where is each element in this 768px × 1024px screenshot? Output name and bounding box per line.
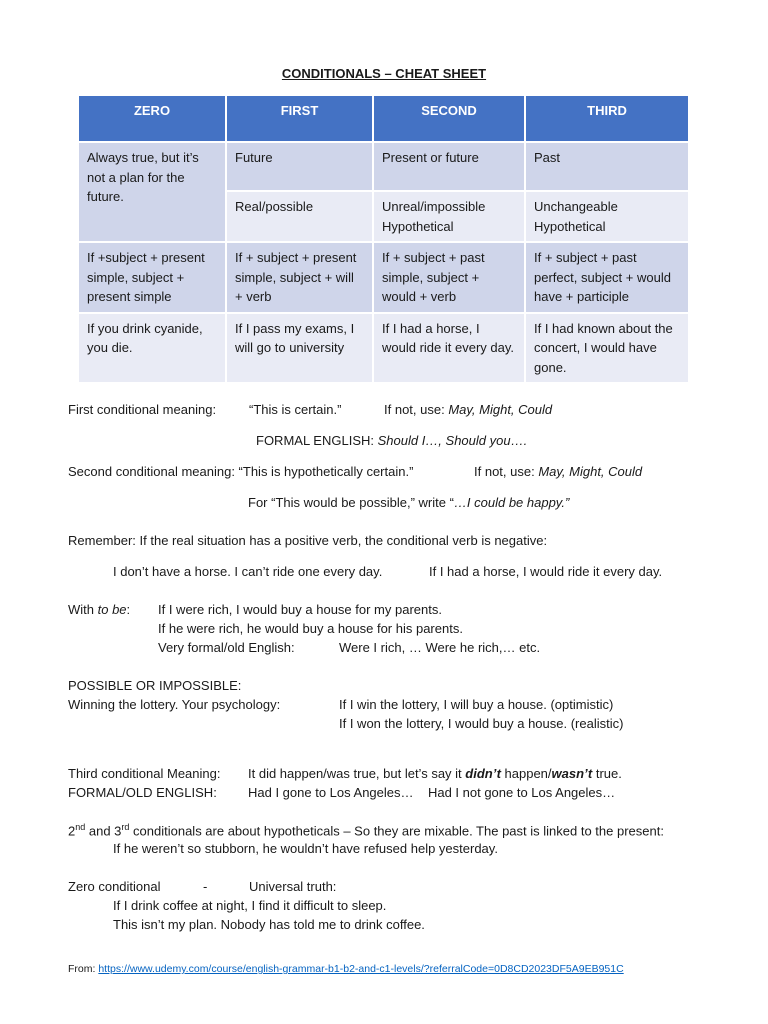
remember-example-2: If I had a horse, I would ride it every day. xyxy=(429,564,663,579)
second-form-cell: If + subject + past simple, subject + would + verb xyxy=(373,242,525,313)
zero-cond-truth: Universal truth: xyxy=(249,879,337,894)
possible-pre: For “This would be possible,” write “ xyxy=(248,495,454,510)
formal-text: Should I…, Should you…. xyxy=(377,433,528,448)
to-be-line-2: If he were rich, he would buy a house for his parents. xyxy=(158,621,463,636)
mixed-sup2: nd xyxy=(75,822,86,832)
zero-cond-dash: - xyxy=(203,879,208,894)
possible-example-1: If I win the lottery, I will buy a house. (optimistic) xyxy=(339,697,614,712)
mixed-example: If he weren’t so stubborn, he wouldn’t have refused help yesterday. xyxy=(113,841,498,856)
modals-text: May, Might, Could xyxy=(448,402,553,417)
zero-cond-label: Zero conditional xyxy=(68,879,161,894)
conditionals-table xyxy=(79,96,688,382)
third-formal-label: FORMAL/OLD ENGLISH: xyxy=(68,785,217,800)
formal-label: FORMAL ENGLISH: xyxy=(256,433,378,448)
zero-form-cell: If +subject + present simple, subject + present simple xyxy=(79,242,226,313)
possible-label: Winning the lottery. Your psychology: xyxy=(68,697,281,712)
mixed-text xyxy=(68,822,664,838)
header-first: FIRST xyxy=(226,96,373,142)
first-form-cell: If + subject + present simple, subject + will + verb xyxy=(226,242,373,313)
first-cond-label: First conditional meaning: xyxy=(68,402,217,417)
first-cond-meaning: “This is certain.” xyxy=(249,402,342,417)
table-row xyxy=(79,313,688,383)
third-reality-cell: Unchangeable Hypothetical xyxy=(525,191,688,242)
zero-example-2: This isn’t my plan. Nobody has told me to drink coffee. xyxy=(113,917,425,932)
mixed-and: and 3 xyxy=(85,823,122,839)
first-cond-ifnot xyxy=(384,402,552,417)
third-m2: didn’t xyxy=(465,766,501,781)
remember-text: Remember: If the real situation has a positive verb, the conditional verb is negative: xyxy=(68,533,548,548)
possible-italic: …I could be happy.” xyxy=(453,495,570,510)
second-cond-ifnot xyxy=(474,464,642,479)
second-example-cell: If I had a horse, I would ride it every day. xyxy=(373,313,525,383)
table-row xyxy=(79,242,688,313)
second-meaning-cell: Present or future xyxy=(373,142,525,191)
possible-example-2: If I won the lottery, I would buy a house. (realistic) xyxy=(339,716,624,731)
mixed-n2: 2 xyxy=(68,823,76,839)
to-be-italic: to be xyxy=(97,602,127,617)
ifnot-text: If not, use: xyxy=(384,402,449,417)
zero-example-1: If I drink coffee at night, I find it difficult to sleep. xyxy=(113,898,387,913)
possible-heading: POSSIBLE OR IMPOSSIBLE: xyxy=(68,678,242,693)
to-be-colon: : xyxy=(126,602,131,617)
table-header-row xyxy=(79,96,688,142)
to-be-pre: With xyxy=(68,602,98,617)
second-cond-label: Second conditional meaning: “This is hypothetically certain.” xyxy=(68,464,414,479)
to-be-formal-label: Very formal/old English: xyxy=(158,640,295,655)
third-cond-label: Third conditional Meaning: xyxy=(68,766,221,781)
third-formal-example: Had I gone to Los Angeles… Had I not gone to Los Angeles… xyxy=(248,785,616,800)
ifnot-text: If not, use: xyxy=(474,464,539,479)
third-form-cell: If + subject + past perfect, subject + would have + participle xyxy=(525,242,688,313)
source-link[interactable]: https://www.udemy.com/course/english-grammar-b1-b2-and-c1-levels/?referralCode=0D8CD2023DF5A9EB951C xyxy=(98,963,624,975)
first-meaning-cell: Future xyxy=(226,142,373,191)
header-zero: ZERO xyxy=(79,96,226,142)
first-reality-cell: Real/possible xyxy=(226,191,373,242)
modals-text: May, Might, Could xyxy=(538,464,643,479)
third-m1: It did happen/was true, but let’s say it xyxy=(248,766,466,781)
zero-example-cell: If you drink cyanide, you die. xyxy=(79,313,226,383)
header-second: SECOND xyxy=(373,96,525,142)
source-line xyxy=(68,963,624,975)
third-cond-meaning xyxy=(248,766,622,781)
formal-english-line xyxy=(256,433,527,448)
third-m5: true. xyxy=(592,766,622,781)
source-label: From: xyxy=(68,963,99,975)
third-m3: happen/ xyxy=(500,766,552,781)
third-example-cell: If I had known about the concert, I would have gone. xyxy=(525,313,688,383)
to-be-label xyxy=(68,602,130,617)
possible-line xyxy=(248,495,569,510)
mixed-sup3: rd xyxy=(121,822,130,832)
to-be-formal-example: Were I rich, … Were he rich,… etc. xyxy=(339,640,541,655)
remember-example-1: I don’t have a horse. I can’t ride one every day. xyxy=(113,564,383,579)
to-be-line-1: If I were rich, I would buy a house for my parents. xyxy=(158,602,442,617)
first-example-cell: If I pass my exams, I will go to university xyxy=(226,313,373,383)
table-row xyxy=(79,142,688,191)
second-reality-cell: Unreal/impossible Hypothetical xyxy=(373,191,525,242)
header-third: THIRD xyxy=(525,96,688,142)
zero-meaning-cell: Always true, but it’s not a plan for the future. xyxy=(79,142,226,242)
third-meaning-cell: Past xyxy=(525,142,688,191)
mixed-rest: conditionals are about hypotheticals – So they are mixable. The past is linked to the present: xyxy=(129,823,664,839)
page-title: CONDITIONALS – CHEAT SHEET xyxy=(281,66,487,81)
third-m4: wasn’t xyxy=(551,766,593,781)
